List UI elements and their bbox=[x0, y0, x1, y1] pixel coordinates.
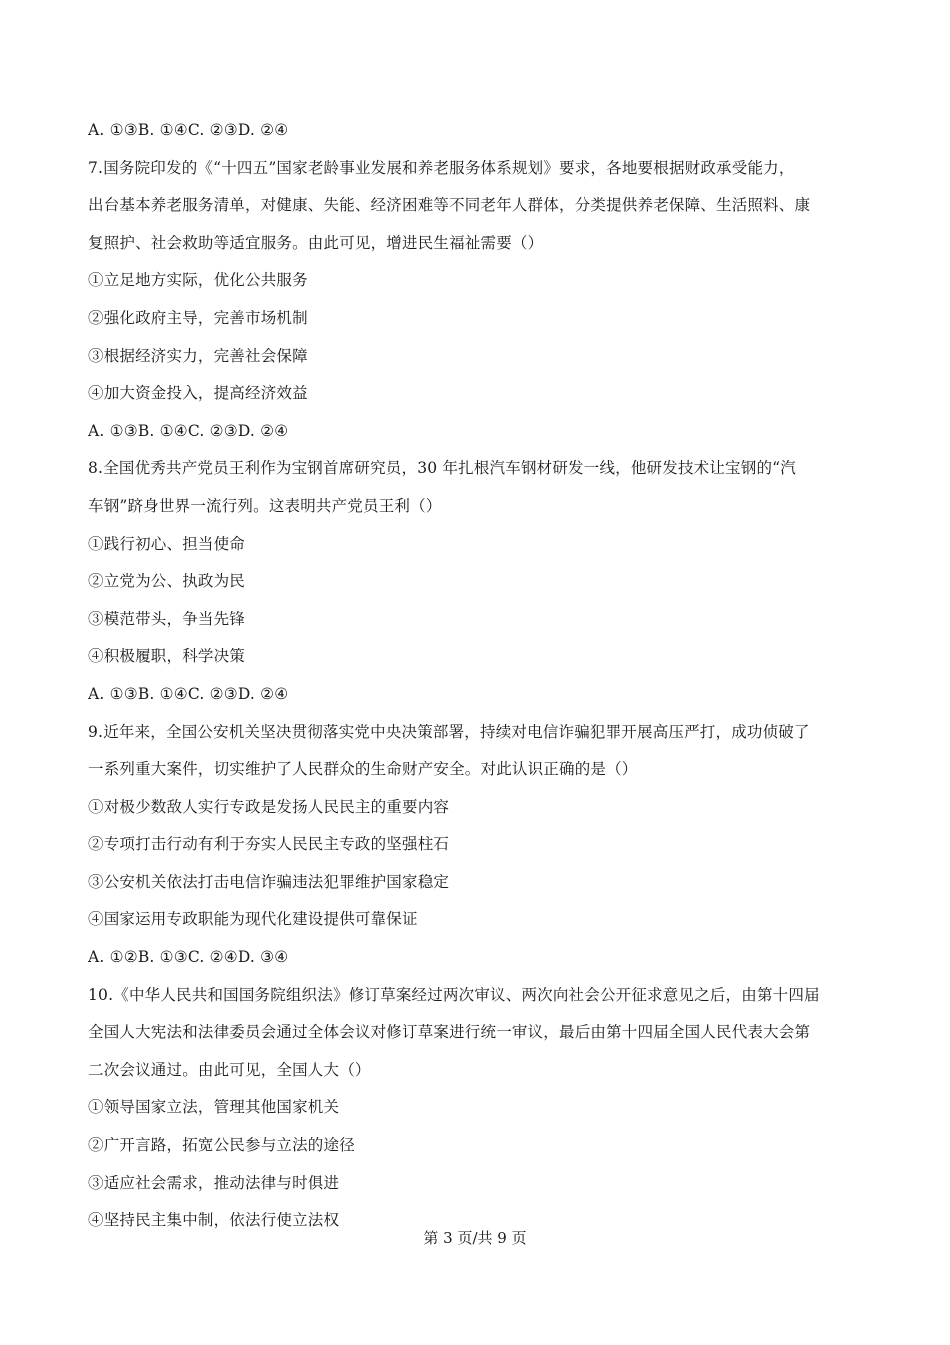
q7-option-4: ④加大资金投入，提高经济效益 bbox=[88, 384, 308, 403]
q9-option-1: ①对极少数敌人实行专政是发扬人民民主的重要内容 bbox=[88, 797, 450, 816]
q9-stem-line-1: 9.近年来，全国公安机关坚决贯彻落实党中央决策部署，持续对电信诈骗犯罪开展高压严打，成功侦破了 bbox=[88, 722, 810, 741]
q8-option-4: ④积极履职，科学决策 bbox=[88, 647, 246, 666]
q9-answer-options: A. ①②B. ①③C. ②④D. ③④ bbox=[88, 948, 289, 967]
q8-stem-line-1: 8.全国优秀共产党员王利作为宝钢首席研究员，30 年扎根汽车钢材研发一线，他研发技术让宝钢的“汽 bbox=[88, 459, 796, 478]
q10-option-2: ②广开言路，拓宽公民参与立法的途径 bbox=[88, 1136, 355, 1155]
q9-option-3: ③公安机关依法打击电信诈骗违法犯罪维护国家稳定 bbox=[88, 872, 450, 891]
q9-option-2: ②专项打击行动有利于夯实人民民主专政的坚强柱石 bbox=[88, 835, 450, 854]
q8-option-2: ②立党为公、执政为民 bbox=[88, 572, 246, 591]
q7-stem-line-2: 出台基本养老服务清单，对健康、失能、经济困难等不同老年人群体，分类提供养老保障、生活照料、康 bbox=[88, 196, 811, 215]
q7-answer-options: A. ①③B. ①④C. ②③D. ②④ bbox=[88, 421, 289, 440]
q10-stem-line-2: 全国人大宪法和法律委员会通过全体会议对修订草案进行统一审议，最后由第十四届全国人民代表大会第 bbox=[88, 1023, 811, 1042]
q10-stem-line-1: 10.《中华人民共和国国务院组织法》修订草案经过两次审议、两次向社会公开征求意见之后，由第十四届 bbox=[88, 985, 820, 1004]
q6-answer-options: A. ①③B. ①④C. ②③D. ②④ bbox=[88, 121, 289, 139]
q10-option-1: ①领导国家立法，管理其他国家机关 bbox=[88, 1098, 340, 1117]
q10-option-3: ③适应社会需求，推动法律与时俱进 bbox=[88, 1173, 340, 1192]
q8-stem-line-2: 车钢”跻身世界一流行列。这表明共产党员王利（） bbox=[88, 496, 442, 515]
q9-stem-line-2: 一系列重大案件，切实维护了人民群众的生命财产安全。对此认识正确的是（） bbox=[88, 760, 638, 779]
page-number-footer: 第 3 页/共 9 页 bbox=[423, 1229, 527, 1247]
q7-option-2: ②强化政府主导，完善市场机制 bbox=[88, 308, 308, 327]
q7-stem-line-3: 复照护、社会救助等适宜服务。由此可见，增进民生福祉需要（） bbox=[88, 233, 544, 252]
q8-option-1: ①践行初心、担当使命 bbox=[88, 534, 246, 553]
q8-answer-options: A. ①③B. ①④C. ②③D. ②④ bbox=[88, 684, 289, 703]
q7-stem-line-1: 7.国务院印发的《“十四五”国家老龄事业发展和养老服务体系规划》要求，各地要根据财政承受能力， bbox=[88, 158, 795, 177]
q7-option-3: ③根据经济实力，完善社会保障 bbox=[88, 346, 308, 365]
q8-option-3: ③模范带头，争当先锋 bbox=[88, 609, 246, 628]
q9-option-4: ④国家运用专政职能为现代化建设提供可靠保证 bbox=[88, 910, 418, 929]
q10-option-4: ④坚持民主集中制，依法行使立法权 bbox=[88, 1211, 340, 1230]
page-body bbox=[88, 112, 878, 1240]
q7-option-1: ①立足地方实际，优化公共服务 bbox=[88, 271, 308, 290]
q10-stem-line-3: 二次会议通过。由此可见，全国人大（） bbox=[88, 1060, 371, 1079]
